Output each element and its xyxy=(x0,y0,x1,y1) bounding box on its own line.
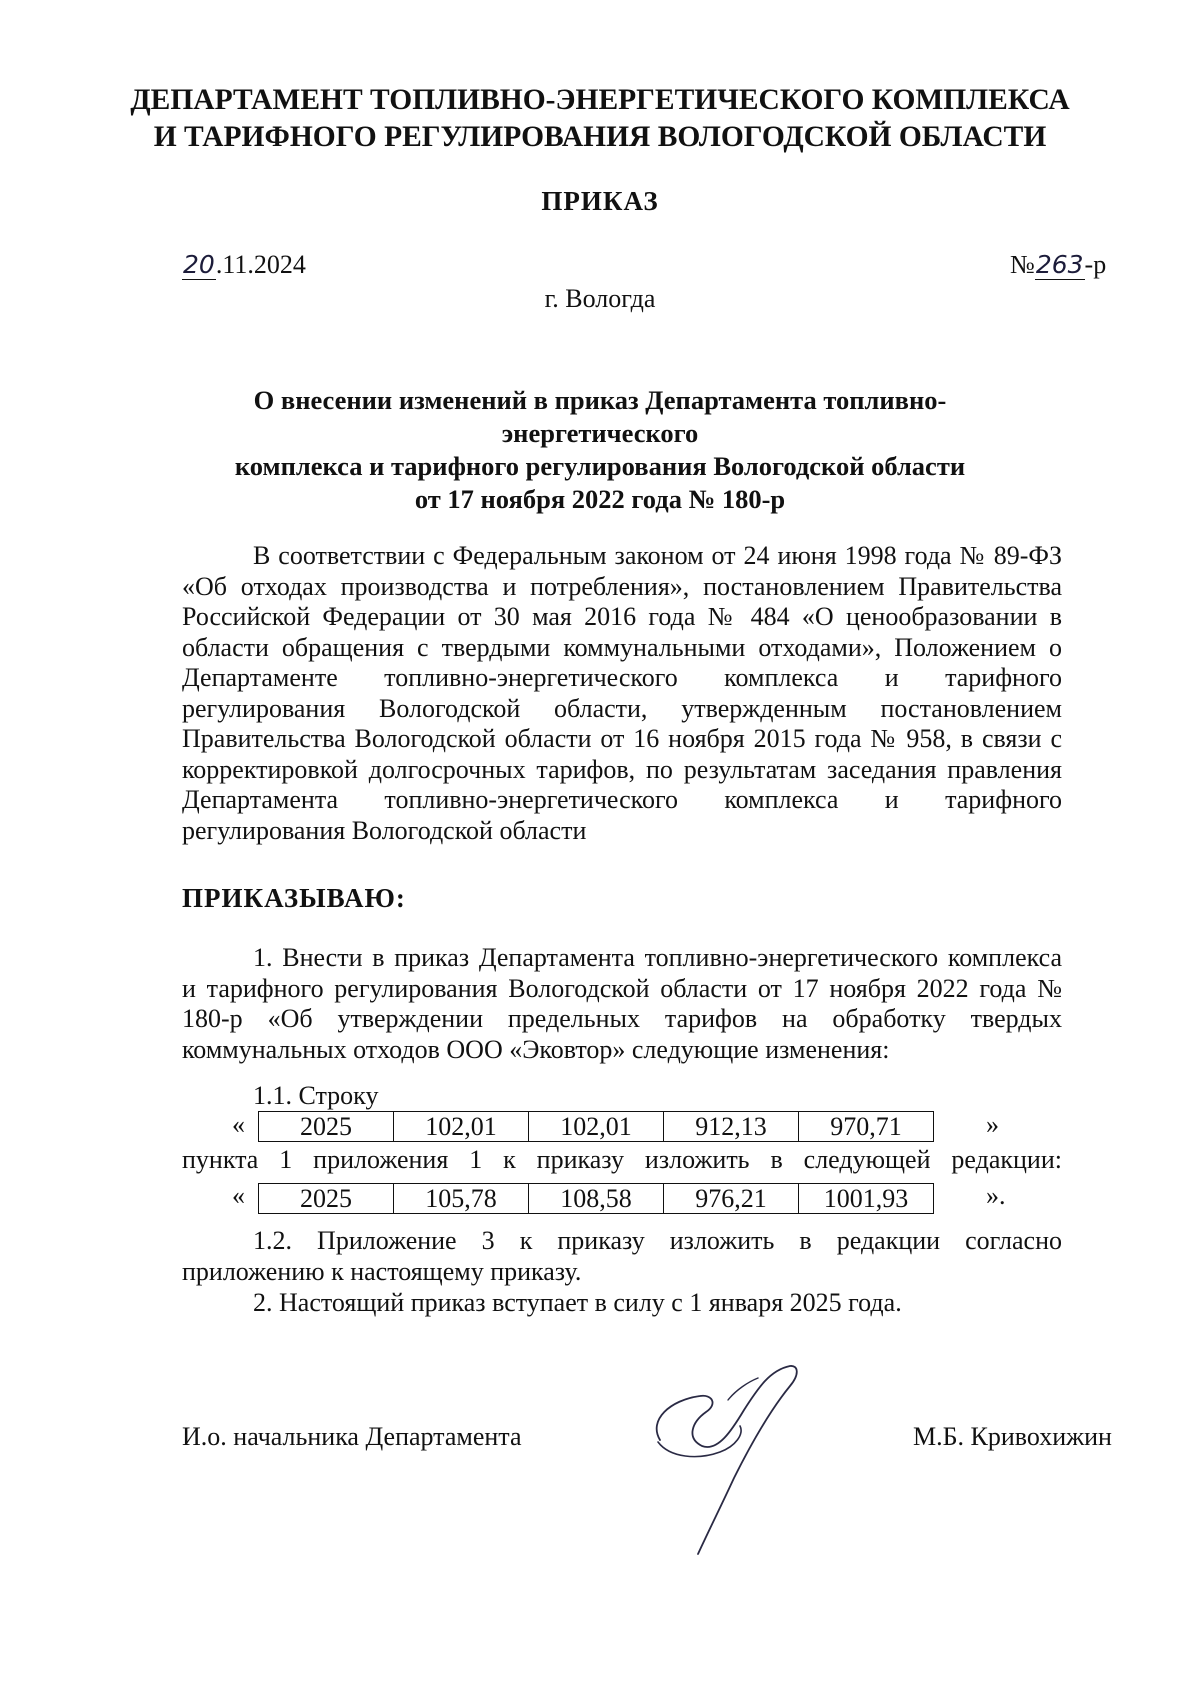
department-line-2: И ТАРИФНОГО РЕГУЛИРОВАНИЯ ВОЛОГОДСКОЙ ОБЛАСТИ xyxy=(153,121,1047,153)
preamble-line: Департаменте топливно-энергетического комплекса и тарифного xyxy=(182,663,1062,692)
city: г. Вологда xyxy=(544,284,656,313)
preamble-line: области обращения с твердыми коммунальными отходами», Положением о xyxy=(182,632,1062,662)
item-2: 2. Настоящий приказ вступает в силу с 1 января 2025 года. xyxy=(253,1288,902,1317)
new-row-cell: 1001,93 xyxy=(799,1184,934,1214)
subitem-1-2-line: 1.2. Приложение 3 к приказу изложить в редакции согласно xyxy=(253,1226,1062,1255)
order-number xyxy=(1010,250,1106,280)
old-row-cell: 102,01 xyxy=(394,1112,529,1142)
document-type: ПРИКАЗ xyxy=(541,186,659,216)
subitem-1-1: 1.1. Строку xyxy=(253,1081,379,1110)
order-subject xyxy=(160,384,1040,516)
item-1-line: № 180-р «Об утверждении предельных тарифов на обработку твердых xyxy=(182,973,1063,1033)
preamble-line: Департамента топливно-энергетического комплекса и тарифного xyxy=(182,785,1062,814)
item-1-line: 1. Внести в приказ Департамента топливно-энергетического комплекса xyxy=(253,943,1062,972)
old-row-cell: 2025 xyxy=(259,1112,394,1142)
handwritten-day: 20 xyxy=(183,250,215,279)
new-tariff-row xyxy=(258,1183,934,1214)
signatory-name: М.Б. Кривохижин xyxy=(913,1422,1112,1451)
new-row-cell: 976,21 xyxy=(664,1184,799,1214)
department-header xyxy=(0,82,1200,156)
signatory-role: И.о. начальника Департамента xyxy=(182,1422,522,1451)
old-row-cell: 970,71 xyxy=(799,1112,934,1142)
subject-line-1: О внесении изменений в приказ Департамента топливно-энергетического xyxy=(253,385,947,448)
order-date xyxy=(182,250,306,280)
middle-line: пункта 1 приложения 1 к приказу изложить в следующей редакции: xyxy=(182,1145,1062,1174)
number-suffix: -р xyxy=(1084,250,1107,279)
old-row-open-quote: « xyxy=(232,1110,245,1139)
preamble-line: регулирования Вологодской области, утвержденным постановлением xyxy=(182,693,1062,723)
number-prefix: № xyxy=(1010,250,1035,279)
old-row-cell: 102,01 xyxy=(529,1112,664,1142)
command-word: ПРИКАЗЫВАЮ: xyxy=(182,883,406,913)
subject-line-2: комплекса и тарифного регулирования Вологодской области xyxy=(234,451,966,481)
new-row-open-quote: « xyxy=(232,1181,245,1210)
table-row xyxy=(259,1112,934,1142)
new-row-cell: 105,78 xyxy=(394,1184,529,1214)
subject-line-3: от 17 ноября 2022 года № 180-р xyxy=(414,484,786,514)
department-line-1: ДЕПАРТАМЕНТ ТОПЛИВНО-ЭНЕРГЕТИЧЕСКОГО КОМПЛЕКСА xyxy=(130,84,1070,116)
subitem-1-2-line: приложению к настоящему приказу. xyxy=(182,1256,582,1286)
handwritten-signature xyxy=(640,1360,810,1560)
old-row-close-quote: » xyxy=(986,1110,999,1139)
preamble-line: «Об отходах производства и потребления», постановлением Правительства xyxy=(182,571,1062,601)
date-rest: .11.2024 xyxy=(215,250,306,279)
item-1-line: коммунальных отходов ООО «Эковтор» следующие изменения: xyxy=(182,1034,890,1064)
preamble-line: Российской Федерации от 30 мая 2016 года № 484 «О ценообразовании в xyxy=(182,602,1062,631)
table-row xyxy=(259,1184,934,1214)
preamble-line: корректировкой долгосрочных тарифов, по результатам заседания правления xyxy=(182,754,1062,784)
preamble-line: регулирования Вологодской области xyxy=(182,815,587,845)
subitem-1-2 xyxy=(182,1226,1062,1287)
old-row-cell: 912,13 xyxy=(664,1112,799,1142)
new-row-close-quote: ». xyxy=(986,1181,1006,1210)
item-1-line: и тарифного регулирования Вологодской области от 17 ноября 2022 года xyxy=(182,973,1027,1003)
new-row-cell: 2025 xyxy=(259,1184,394,1214)
preamble-line: Правительства Вологодской области от 16 ноября 2015 года № 958, в связи с xyxy=(182,724,1062,753)
preamble-paragraph xyxy=(182,541,1062,846)
handwritten-number: 263 xyxy=(1035,250,1084,279)
item-1-paragraph xyxy=(182,943,1062,1065)
preamble-line: В соответствии с Федеральным законом от 24 июня 1998 года № 89-ФЗ xyxy=(253,541,1062,570)
old-tariff-row xyxy=(258,1111,934,1142)
new-row-cell: 108,58 xyxy=(529,1184,664,1214)
